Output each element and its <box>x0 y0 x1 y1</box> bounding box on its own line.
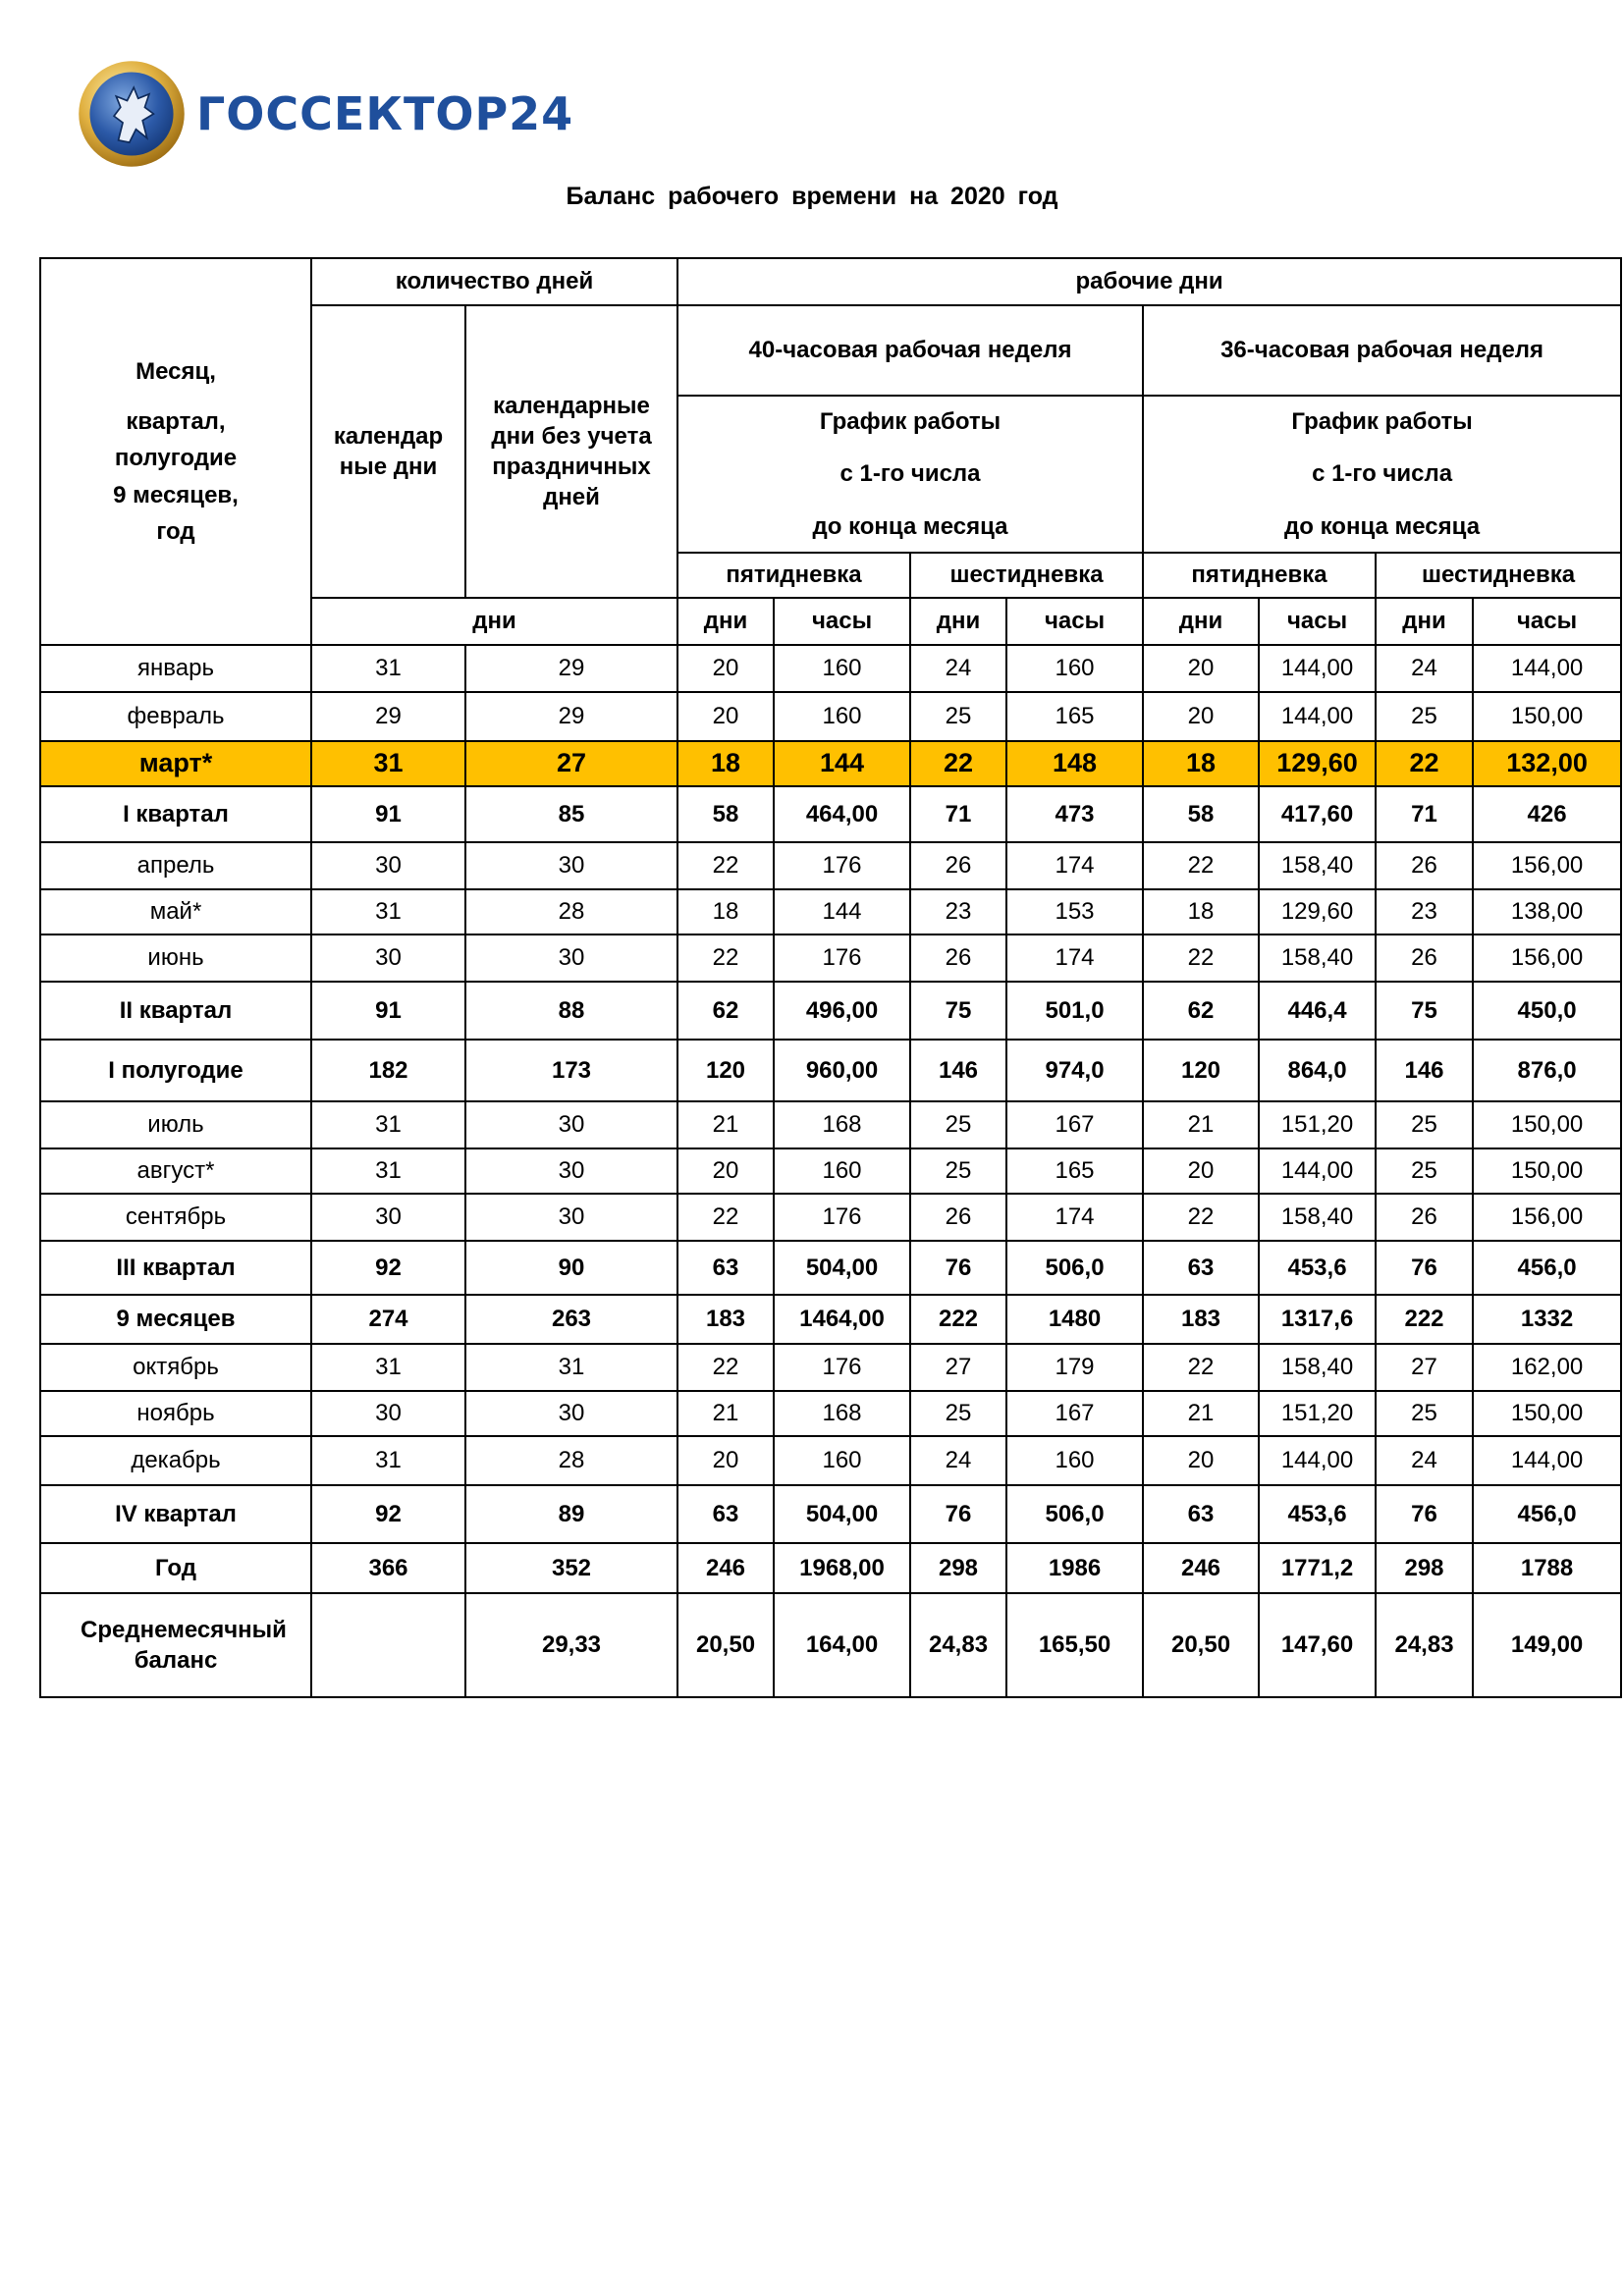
table-cell: 58 <box>1143 786 1259 842</box>
table-cell: 24,83 <box>1376 1593 1473 1697</box>
table-cell: 62 <box>677 982 774 1040</box>
table-cell: 31 <box>465 1344 677 1391</box>
header-hours: часы <box>1473 598 1621 645</box>
table-cell: 29 <box>465 645 677 692</box>
table-cell: 150,00 <box>1473 1391 1621 1436</box>
table-cell: 29 <box>465 692 677 741</box>
table-cell: 26 <box>910 842 1006 889</box>
table-cell: 974,0 <box>1006 1040 1143 1101</box>
table-cell: 92 <box>311 1485 465 1543</box>
table-cell: 167 <box>1006 1391 1143 1436</box>
table-cell: 21 <box>1143 1391 1259 1436</box>
table-cell: 25 <box>1376 1101 1473 1148</box>
table-cell: 25 <box>910 1101 1006 1148</box>
table-cell: 150,00 <box>1473 1101 1621 1148</box>
table-cell: 76 <box>910 1241 1006 1295</box>
table-cell: 453,6 <box>1259 1241 1376 1295</box>
row-label: январь <box>40 645 311 692</box>
griffin-emblem-icon <box>77 59 187 169</box>
table-cell: 150,00 <box>1473 692 1621 741</box>
table-cell: 22 <box>1143 934 1259 982</box>
table-cell: 26 <box>910 934 1006 982</box>
table-row <box>40 1148 1621 1194</box>
table-cell: 63 <box>677 1485 774 1543</box>
table-row <box>40 1593 1621 1697</box>
table-cell: 153 <box>1006 889 1143 934</box>
table-cell: 165,50 <box>1006 1593 1143 1697</box>
table-cell: 58 <box>677 786 774 842</box>
table-cell: 22 <box>1143 842 1259 889</box>
header-hours: часы <box>1259 598 1376 645</box>
table-row <box>40 982 1621 1040</box>
table-cell: 1480 <box>1006 1295 1143 1344</box>
table-row <box>40 692 1621 741</box>
header-days: дни <box>677 598 774 645</box>
table-cell: 182 <box>311 1040 465 1101</box>
table-row <box>40 1543 1621 1593</box>
table-cell: 167 <box>1006 1101 1143 1148</box>
table-cell: 464,00 <box>774 786 910 842</box>
table-row <box>40 1436 1621 1485</box>
table-cell: 30 <box>311 842 465 889</box>
table-cell: 20 <box>677 1148 774 1194</box>
table-cell: 144,00 <box>1259 1148 1376 1194</box>
table-cell: 30 <box>311 934 465 982</box>
brand-logo <box>77 59 573 169</box>
row-label: август* <box>40 1148 311 1194</box>
table-cell: 25 <box>910 1391 1006 1436</box>
row-label: IV квартал <box>40 1485 311 1543</box>
table-cell: 450,0 <box>1473 982 1621 1040</box>
table-row <box>40 1101 1621 1148</box>
table-cell: 160 <box>774 645 910 692</box>
table-cell: 298 <box>910 1543 1006 1593</box>
table-cell: 298 <box>1376 1543 1473 1593</box>
table-cell: 456,0 <box>1473 1485 1621 1543</box>
table-cell: 1788 <box>1473 1543 1621 1593</box>
table-cell: 20,50 <box>677 1593 774 1697</box>
table-cell: 30 <box>465 1194 677 1241</box>
table-cell: 21 <box>677 1391 774 1436</box>
row-label: Год <box>40 1543 311 1593</box>
table-cell: 165 <box>1006 692 1143 741</box>
table-cell: 151,20 <box>1259 1101 1376 1148</box>
table-cell: 176 <box>774 1344 910 1391</box>
table-cell: 91 <box>311 982 465 1040</box>
table-cell: 162,00 <box>1473 1344 1621 1391</box>
table-cell: 31 <box>311 1101 465 1148</box>
table-cell: 504,00 <box>774 1485 910 1543</box>
row-label: Среднемесячный баланс <box>40 1593 311 1697</box>
table-cell: 352 <box>465 1543 677 1593</box>
table-cell: 25 <box>1376 692 1473 741</box>
table-cell: 24 <box>910 645 1006 692</box>
table-row <box>40 1241 1621 1295</box>
table-cell: 176 <box>774 1194 910 1241</box>
header-working-days: рабочие дни <box>677 258 1621 305</box>
table-row <box>40 1194 1621 1241</box>
table-cell: 263 <box>465 1295 677 1344</box>
table-cell: 149,00 <box>1473 1593 1621 1697</box>
table-cell: 89 <box>465 1485 677 1543</box>
header-week-36: 36-часовая рабочая неделя <box>1143 305 1621 396</box>
table-cell: 144,00 <box>1473 1436 1621 1485</box>
table-cell: 148 <box>1006 741 1143 786</box>
table-cell: 24 <box>1376 645 1473 692</box>
table-cell: 120 <box>677 1040 774 1101</box>
table-cell: 160 <box>1006 1436 1143 1485</box>
header-six-day-36: шестидневка <box>1376 553 1621 598</box>
table-cell: 120 <box>1143 1040 1259 1101</box>
table-cell: 1317,6 <box>1259 1295 1376 1344</box>
table-cell: 63 <box>1143 1485 1259 1543</box>
header-days-count: количество дней <box>311 258 677 305</box>
header-hours: часы <box>1006 598 1143 645</box>
table-cell: 25 <box>910 1148 1006 1194</box>
table-cell: 22 <box>677 842 774 889</box>
table-row <box>40 889 1621 934</box>
table-cell: 158,40 <box>1259 842 1376 889</box>
table-row <box>40 786 1621 842</box>
table-cell: 29,33 <box>465 1593 677 1697</box>
table-cell: 144,00 <box>1473 645 1621 692</box>
table-cell: 28 <box>465 1436 677 1485</box>
table-cell: 23 <box>910 889 1006 934</box>
table-cell: 1771,2 <box>1259 1543 1376 1593</box>
row-label: III квартал <box>40 1241 311 1295</box>
table-cell: 20 <box>1143 645 1259 692</box>
table-row <box>40 1485 1621 1543</box>
table-cell: 176 <box>774 842 910 889</box>
row-label: I квартал <box>40 786 311 842</box>
table-cell: 446,4 <box>1259 982 1376 1040</box>
table-cell: 144,00 <box>1259 692 1376 741</box>
table-cell: 76 <box>910 1485 1006 1543</box>
table-cell: 85 <box>465 786 677 842</box>
table-cell: 30 <box>311 1194 465 1241</box>
table-cell: 71 <box>910 786 1006 842</box>
table-cell: 165 <box>1006 1148 1143 1194</box>
table-cell: 1986 <box>1006 1543 1143 1593</box>
table-cell: 160 <box>1006 645 1143 692</box>
table-cell: 426 <box>1473 786 1621 842</box>
table-cell: 160 <box>774 1148 910 1194</box>
table-cell: 183 <box>1143 1295 1259 1344</box>
table-cell: 1332 <box>1473 1295 1621 1344</box>
table-cell: 26 <box>1376 1194 1473 1241</box>
table-cell: 27 <box>1376 1344 1473 1391</box>
table-cell: 274 <box>311 1295 465 1344</box>
row-label: ноябрь <box>40 1391 311 1436</box>
table-cell: 18 <box>677 889 774 934</box>
table-cell: 366 <box>311 1543 465 1593</box>
table-cell: 21 <box>1143 1101 1259 1148</box>
table-cell: 22 <box>910 741 1006 786</box>
row-label: март* <box>40 741 311 786</box>
table-cell: 18 <box>1143 889 1259 934</box>
table-cell: 158,40 <box>1259 934 1376 982</box>
table-cell: 496,00 <box>774 982 910 1040</box>
table-cell: 22 <box>1143 1194 1259 1241</box>
table-cell: 174 <box>1006 842 1143 889</box>
table-cell: 23 <box>1376 889 1473 934</box>
table-cell: 453,6 <box>1259 1485 1376 1543</box>
table-cell: 222 <box>910 1295 1006 1344</box>
table-cell: 864,0 <box>1259 1040 1376 1101</box>
table-cell: 22 <box>1376 741 1473 786</box>
table-cell: 18 <box>677 741 774 786</box>
table-cell: 246 <box>1143 1543 1259 1593</box>
table-cell: 501,0 <box>1006 982 1143 1040</box>
table-cell: 31 <box>311 741 465 786</box>
table-cell: 20 <box>677 645 774 692</box>
row-label: II квартал <box>40 982 311 1040</box>
work-time-balance-table <box>39 257 1622 1698</box>
table-cell: 25 <box>1376 1148 1473 1194</box>
header-calendar-days: календар ные дни <box>311 305 465 598</box>
table-cell: 27 <box>465 741 677 786</box>
header-week-40: 40-часовая рабочая неделя <box>677 305 1143 396</box>
brand-name: ГОССЕКТОР24 <box>196 87 574 140</box>
header-five-day-36: пятидневка <box>1143 553 1376 598</box>
table-cell: 156,00 <box>1473 934 1621 982</box>
table-cell: 168 <box>774 1101 910 1148</box>
table-cell: 90 <box>465 1241 677 1295</box>
table-cell: 138,00 <box>1473 889 1621 934</box>
table-cell: 63 <box>1143 1241 1259 1295</box>
header-month: Месяц, квартал, полугодие 9 месяцев, год <box>40 258 311 645</box>
row-label: апрель <box>40 842 311 889</box>
row-label: июнь <box>40 934 311 982</box>
table-cell: 63 <box>677 1241 774 1295</box>
table-cell: 876,0 <box>1473 1040 1621 1101</box>
header-schedule-36: График работы с 1-го числа до конца месяца <box>1143 396 1621 553</box>
table-cell: 25 <box>1376 1391 1473 1436</box>
table-cell: 506,0 <box>1006 1241 1143 1295</box>
table-cell: 22 <box>677 1344 774 1391</box>
table-row <box>40 1040 1621 1101</box>
table-cell: 158,40 <box>1259 1344 1376 1391</box>
header-schedule-40: График работы с 1-го числа до конца месяца <box>677 396 1143 553</box>
table-cell: 183 <box>677 1295 774 1344</box>
table-cell: 129,60 <box>1259 741 1376 786</box>
table-row <box>40 645 1621 692</box>
header-days: дни <box>1143 598 1259 645</box>
table-cell: 28 <box>465 889 677 934</box>
table-cell: 174 <box>1006 1194 1143 1241</box>
table-cell <box>311 1593 465 1697</box>
table-cell: 30 <box>465 1101 677 1148</box>
table-cell: 76 <box>1376 1241 1473 1295</box>
table-cell: 173 <box>465 1040 677 1101</box>
header-calendar-days-without-holidays: календарные дни без учета праздничных дней <box>465 305 677 598</box>
table-cell: 31 <box>311 1148 465 1194</box>
table-cell: 24 <box>910 1436 1006 1485</box>
table-row <box>40 1344 1621 1391</box>
table-cell: 1968,00 <box>774 1543 910 1593</box>
table-cell: 1464,00 <box>774 1295 910 1344</box>
table-cell: 76 <box>1376 1485 1473 1543</box>
header-days: дни <box>1376 598 1473 645</box>
table-cell: 150,00 <box>1473 1148 1621 1194</box>
table-cell: 22 <box>677 1194 774 1241</box>
table-cell: 91 <box>311 786 465 842</box>
header-hours: часы <box>774 598 910 645</box>
table-row <box>40 741 1621 786</box>
table-cell: 174 <box>1006 934 1143 982</box>
row-label: октябрь <box>40 1344 311 1391</box>
table-row <box>40 934 1621 982</box>
table-cell: 88 <box>465 982 677 1040</box>
header-days: дни <box>910 598 1006 645</box>
table-cell: 504,00 <box>774 1241 910 1295</box>
table-cell: 30 <box>465 842 677 889</box>
table-cell: 156,00 <box>1473 842 1621 889</box>
table-cell: 20 <box>677 1436 774 1485</box>
table-cell: 179 <box>1006 1344 1143 1391</box>
table-cell: 24,83 <box>910 1593 1006 1697</box>
table-cell: 146 <box>910 1040 1006 1101</box>
document-title: Баланс рабочего времени на 2020 год <box>566 183 1058 210</box>
table-cell: 22 <box>1143 1344 1259 1391</box>
table-cell: 26 <box>910 1194 1006 1241</box>
table-cell: 129,60 <box>1259 889 1376 934</box>
table-cell: 144,00 <box>1259 645 1376 692</box>
header-days-unit: дни <box>311 598 677 645</box>
table-row <box>40 842 1621 889</box>
table-cell: 30 <box>311 1391 465 1436</box>
table-cell: 31 <box>311 645 465 692</box>
table-cell: 31 <box>311 1436 465 1485</box>
table-row <box>40 1295 1621 1344</box>
table-cell: 92 <box>311 1241 465 1295</box>
table-cell: 176 <box>774 934 910 982</box>
row-label: декабрь <box>40 1436 311 1485</box>
row-label: февраль <box>40 692 311 741</box>
table-cell: 160 <box>774 1436 910 1485</box>
table-cell: 26 <box>1376 934 1473 982</box>
table-cell: 30 <box>465 934 677 982</box>
table-cell: 20 <box>677 692 774 741</box>
table-cell: 29 <box>311 692 465 741</box>
table-cell: 31 <box>311 1344 465 1391</box>
table-cell: 20,50 <box>1143 1593 1259 1697</box>
table-cell: 160 <box>774 692 910 741</box>
row-label: сентябрь <box>40 1194 311 1241</box>
table-body <box>40 645 1621 1697</box>
table-cell: 31 <box>311 889 465 934</box>
row-label: 9 месяцев <box>40 1295 311 1344</box>
table-cell: 164,00 <box>774 1593 910 1697</box>
table-cell: 473 <box>1006 786 1143 842</box>
table-cell: 71 <box>1376 786 1473 842</box>
table-cell: 132,00 <box>1473 741 1621 786</box>
table-cell: 30 <box>465 1148 677 1194</box>
table-cell: 144 <box>774 741 910 786</box>
table-cell: 158,40 <box>1259 1194 1376 1241</box>
table-cell: 20 <box>1143 1148 1259 1194</box>
table-cell: 20 <box>1143 1436 1259 1485</box>
table-cell: 21 <box>677 1101 774 1148</box>
table-cell: 506,0 <box>1006 1485 1143 1543</box>
table-cell: 417,60 <box>1259 786 1376 842</box>
table-cell: 222 <box>1376 1295 1473 1344</box>
header-six-day-40: шестидневка <box>910 553 1143 598</box>
table-cell: 24 <box>1376 1436 1473 1485</box>
table-cell: 246 <box>677 1543 774 1593</box>
table-cell: 151,20 <box>1259 1391 1376 1436</box>
row-label: июль <box>40 1101 311 1148</box>
table-cell: 30 <box>465 1391 677 1436</box>
row-label: I полугодие <box>40 1040 311 1101</box>
table-cell: 75 <box>910 982 1006 1040</box>
header-five-day-40: пятидневка <box>677 553 910 598</box>
table-cell: 147,60 <box>1259 1593 1376 1697</box>
table-cell: 156,00 <box>1473 1194 1621 1241</box>
table-cell: 26 <box>1376 842 1473 889</box>
table-cell: 25 <box>910 692 1006 741</box>
table-cell: 144 <box>774 889 910 934</box>
table-cell: 75 <box>1376 982 1473 1040</box>
table-cell: 168 <box>774 1391 910 1436</box>
row-label: май* <box>40 889 311 934</box>
table-cell: 20 <box>1143 692 1259 741</box>
table-row <box>40 1391 1621 1436</box>
table-cell: 456,0 <box>1473 1241 1621 1295</box>
table-cell: 22 <box>677 934 774 982</box>
table-cell: 27 <box>910 1344 1006 1391</box>
table-cell: 18 <box>1143 741 1259 786</box>
table-cell: 62 <box>1143 982 1259 1040</box>
table-cell: 146 <box>1376 1040 1473 1101</box>
table-cell: 144,00 <box>1259 1436 1376 1485</box>
table-cell: 960,00 <box>774 1040 910 1101</box>
